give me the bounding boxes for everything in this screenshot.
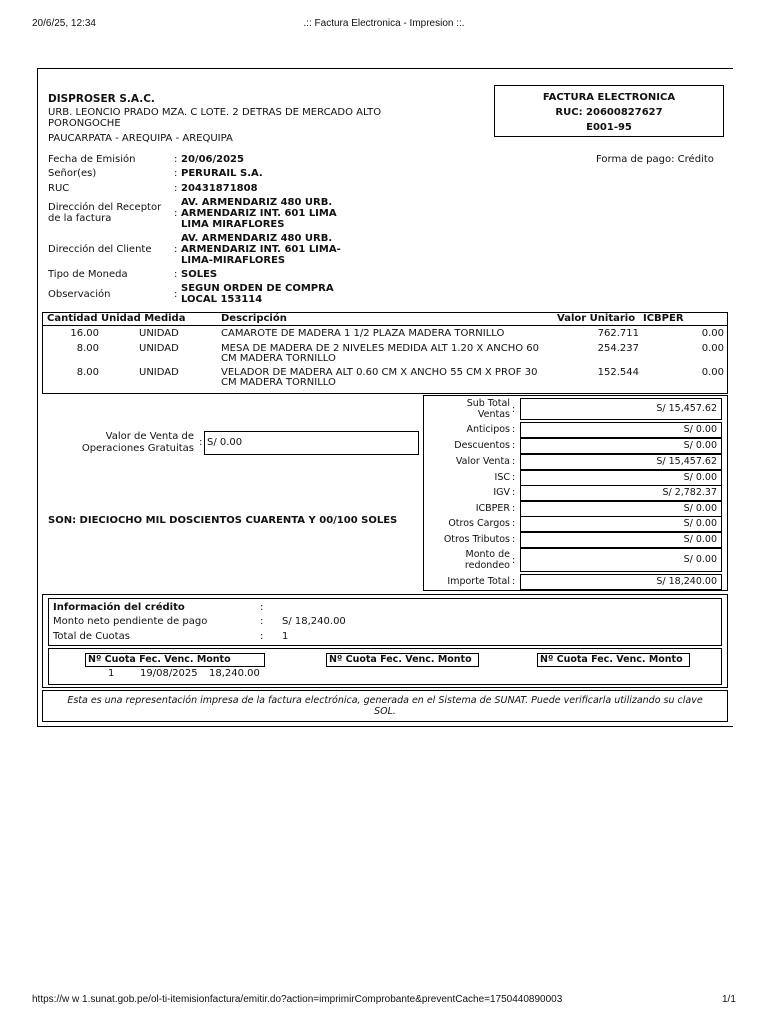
cell-valor: 152.544 (597, 367, 639, 378)
otros-tributos-value: S/ 0.00 (520, 532, 722, 548)
dir-cliente-colon: : (174, 244, 178, 255)
col-valor-unitario: Valor Unitario (557, 313, 636, 324)
col-cantidad: Cantidad (47, 313, 98, 324)
senor-value: PERURAIL S.A. (181, 168, 263, 179)
cell-descripcion: CAMAROTE DE MADERA 1 1/2 PLAZA MADERA TORNILLO (221, 328, 505, 339)
cell-cantidad: 8.00 (76, 343, 99, 354)
dir-cliente-label: Dirección del Cliente (48, 244, 152, 255)
issuer-address-2: PORONGOCHE (48, 118, 121, 129)
anticipos-label: Anticipos (466, 424, 510, 435)
dir-receptor-label-2: de la factura (48, 213, 112, 224)
cuota-num: 1 (108, 668, 115, 679)
cell-unidad: UNIDAD (139, 343, 179, 354)
moneda-value: SOLES (181, 269, 218, 280)
monto-pendiente-value: S/ 18,240.00 (282, 616, 346, 627)
cell-icbper: 0.00 (701, 343, 724, 354)
moneda-colon: : (174, 269, 178, 280)
redondeo-colon: : (512, 555, 516, 566)
cell-valor: 762.711 (597, 328, 639, 339)
gratuitas-label-1: Valor de Venta de (105, 431, 194, 442)
dir-receptor-colon: : (174, 208, 178, 219)
dir-cliente-1: AV. ARMENDARIZ 480 URB. (181, 233, 333, 244)
obs-colon: : (174, 289, 178, 300)
fecha-colon: : (174, 154, 178, 165)
gratuitas-label-2: Operaciones Gratuitas (81, 443, 194, 454)
descuentos-label: Descuentos (454, 440, 510, 451)
issuer-name: DISPROSER S.A.C. (48, 93, 155, 105)
invoice-id-box (494, 85, 724, 137)
ruc-value: 20431871808 (181, 183, 258, 194)
dir-receptor-2: ARMENDARIZ INT. 601 LIMA (181, 208, 337, 219)
issuer-address-1: URB. LEONCIO PRADO MZA. C LOTE. 2 DETRAS DE MERCADO ALTO (48, 107, 382, 118)
senor-colon: : (174, 168, 178, 179)
credit-title: Información del crédito (53, 602, 185, 613)
col-descripcion: Descripción (221, 313, 287, 324)
total-cuotas-value: 1 (282, 631, 289, 642)
gratuitas-colon: : (199, 437, 203, 448)
igv-colon: : (512, 487, 516, 498)
fecha-label: Fecha de Emisión (48, 154, 136, 165)
footer-note-2: SOL. (374, 706, 396, 717)
cell-descripcion-2: CM MADERA TORNILLO (221, 353, 336, 364)
importe-total-label: Importe Total (447, 576, 510, 587)
items-header-divider (43, 325, 727, 326)
print-url: https://w w 1.sunat.gob.pe/ol-ti-itemisionfactura/emitir.do?action=imprimirComprobante&preventCache=1750440890003 (32, 994, 563, 1005)
cuota-header-2: Nº Cuota Fec. Venc. Monto (326, 653, 479, 667)
cell-valor: 254.237 (597, 343, 639, 354)
obs-2: LOCAL 153114 (181, 294, 263, 305)
otros-cargos-value: S/ 0.00 (520, 516, 722, 532)
anticipos-value: S/ 0.00 (520, 422, 722, 438)
invoice-ruc: RUC: 20600827627 (555, 107, 663, 118)
cell-cantidad: 8.00 (76, 367, 99, 378)
credit-title-colon: : (260, 602, 264, 613)
print-title: .:: Factura Electronica - Impresion ::. (303, 18, 465, 29)
descuentos-colon: : (512, 440, 516, 451)
cuota-header-3: Nº Cuota Fec. Venc. Monto (537, 653, 690, 667)
importe-total-value: S/ 18,240.00 (520, 574, 722, 590)
footer-note-box (42, 690, 728, 722)
total-cuotas-colon: : (260, 631, 264, 642)
valor-venta-value: S/ 15,457.62 (520, 454, 722, 470)
isc-value: S/ 0.00 (520, 470, 722, 486)
cell-unidad: UNIDAD (139, 367, 179, 378)
obs-1: SEGUN ORDEN DE COMPRA (181, 283, 334, 294)
footer-note-1: Esta es una representación impresa de la factura electrónica, generada en el Sistema de SUNAT. Puede verificarla utilizando su clave (67, 695, 703, 706)
invoice-number: E001-95 (586, 122, 632, 133)
igv-label: IGV (493, 487, 510, 498)
cuota-header-1: Nº Cuota Fec. Venc. Monto (85, 653, 265, 667)
cell-icbper: 0.00 (701, 367, 724, 378)
icbper-colon: : (512, 503, 516, 514)
fecha-value: 20/06/2025 (181, 154, 244, 165)
otros-tributos-colon: : (512, 534, 516, 545)
isc-colon: : (512, 472, 516, 483)
obs-label: Observación (48, 289, 111, 300)
invoice-type: FACTURA ELECTRONICA (542, 92, 676, 103)
monto-pendiente-colon: : (260, 616, 264, 627)
otros-cargos-colon: : (512, 518, 516, 529)
dir-receptor-label-1: Dirección del Receptor (48, 202, 162, 213)
redondeo-value: S/ 0.00 (520, 548, 722, 572)
ruc-colon: : (174, 183, 178, 194)
icbper-label: ICBPER (475, 503, 510, 514)
subtotal-colon: : (512, 404, 516, 415)
anticipos-colon: : (512, 424, 516, 435)
cell-unidad: UNIDAD (139, 328, 179, 339)
monto-pendiente-label: Monto neto pendiente de pago (53, 616, 208, 627)
dir-receptor-1: AV. ARMENDARIZ 480 URB. (181, 197, 333, 208)
redondeo-label-2: redondeo (464, 560, 510, 571)
redondeo-label-1: Monto de (465, 549, 510, 560)
cell-descripcion: MESA DE MADERA DE 2 NIVELES MEDIDA ALT 1.20 X ANCHO 60 (221, 343, 540, 354)
dir-cliente-3: LIMA-MIRAFLORES (181, 255, 286, 266)
moneda-label: Tipo de Moneda (48, 269, 128, 280)
cuota-fecha: 19/08/2025 (140, 668, 198, 679)
col-icbper: ICBPER (643, 313, 684, 324)
total-cuotas-label: Total de Cuotas (53, 631, 130, 642)
subtotal-value: S/ 15,457.62 (520, 398, 722, 420)
descuentos-value: S/ 0.00 (520, 438, 722, 454)
isc-label: ISC (494, 472, 510, 483)
cell-descripcion-2: CM MADERA TORNILLO (221, 377, 336, 388)
otros-cargos-label: Otros Cargos (448, 518, 510, 529)
print-datetime: 20/6/25, 12:34 (32, 18, 96, 29)
print-page: 1/1 (722, 994, 736, 1005)
subtotal-label-2: Ventas (477, 409, 510, 420)
importe-total-colon: : (512, 576, 516, 587)
dir-receptor-3: LIMA MIRAFLORES (181, 219, 285, 230)
igv-value: S/ 2,782.37 (520, 485, 722, 501)
valor-venta-colon: : (512, 456, 516, 467)
ruc-label: RUC (48, 183, 70, 194)
issuer-address-3: PAUCARPATA - AREQUIPA - AREQUIPA (48, 133, 233, 144)
icbper-value: S/ 0.00 (520, 501, 722, 517)
senor-label: Señor(es) (48, 168, 97, 179)
valor-venta-label: Valor Venta (455, 456, 510, 467)
items-table (42, 312, 728, 394)
cell-icbper: 0.00 (701, 328, 724, 339)
col-unidad: Unidad Medida (101, 313, 186, 324)
gratuitas-value-box (204, 431, 419, 455)
cell-cantidad: 16.00 (70, 328, 99, 339)
gratuitas-value: S/ 0.00 (207, 437, 243, 448)
forma-pago: Forma de pago: Crédito (596, 154, 714, 165)
dir-cliente-2: ARMENDARIZ INT. 601 LIMA- (181, 244, 341, 255)
otros-tributos-label: Otros Tributos (443, 534, 510, 545)
subtotal-label-1: Sub Total (466, 398, 510, 409)
cuota-monto: 18,240.00 (209, 668, 260, 679)
amount-in-words: SON: DIECIOCHO MIL DOSCIENTOS CUARENTA Y 00/100 SOLES (48, 515, 398, 526)
cell-descripcion: VELADOR DE MADERA ALT 0.60 CM X ANCHO 55 CM X PROF 30 (221, 367, 538, 378)
